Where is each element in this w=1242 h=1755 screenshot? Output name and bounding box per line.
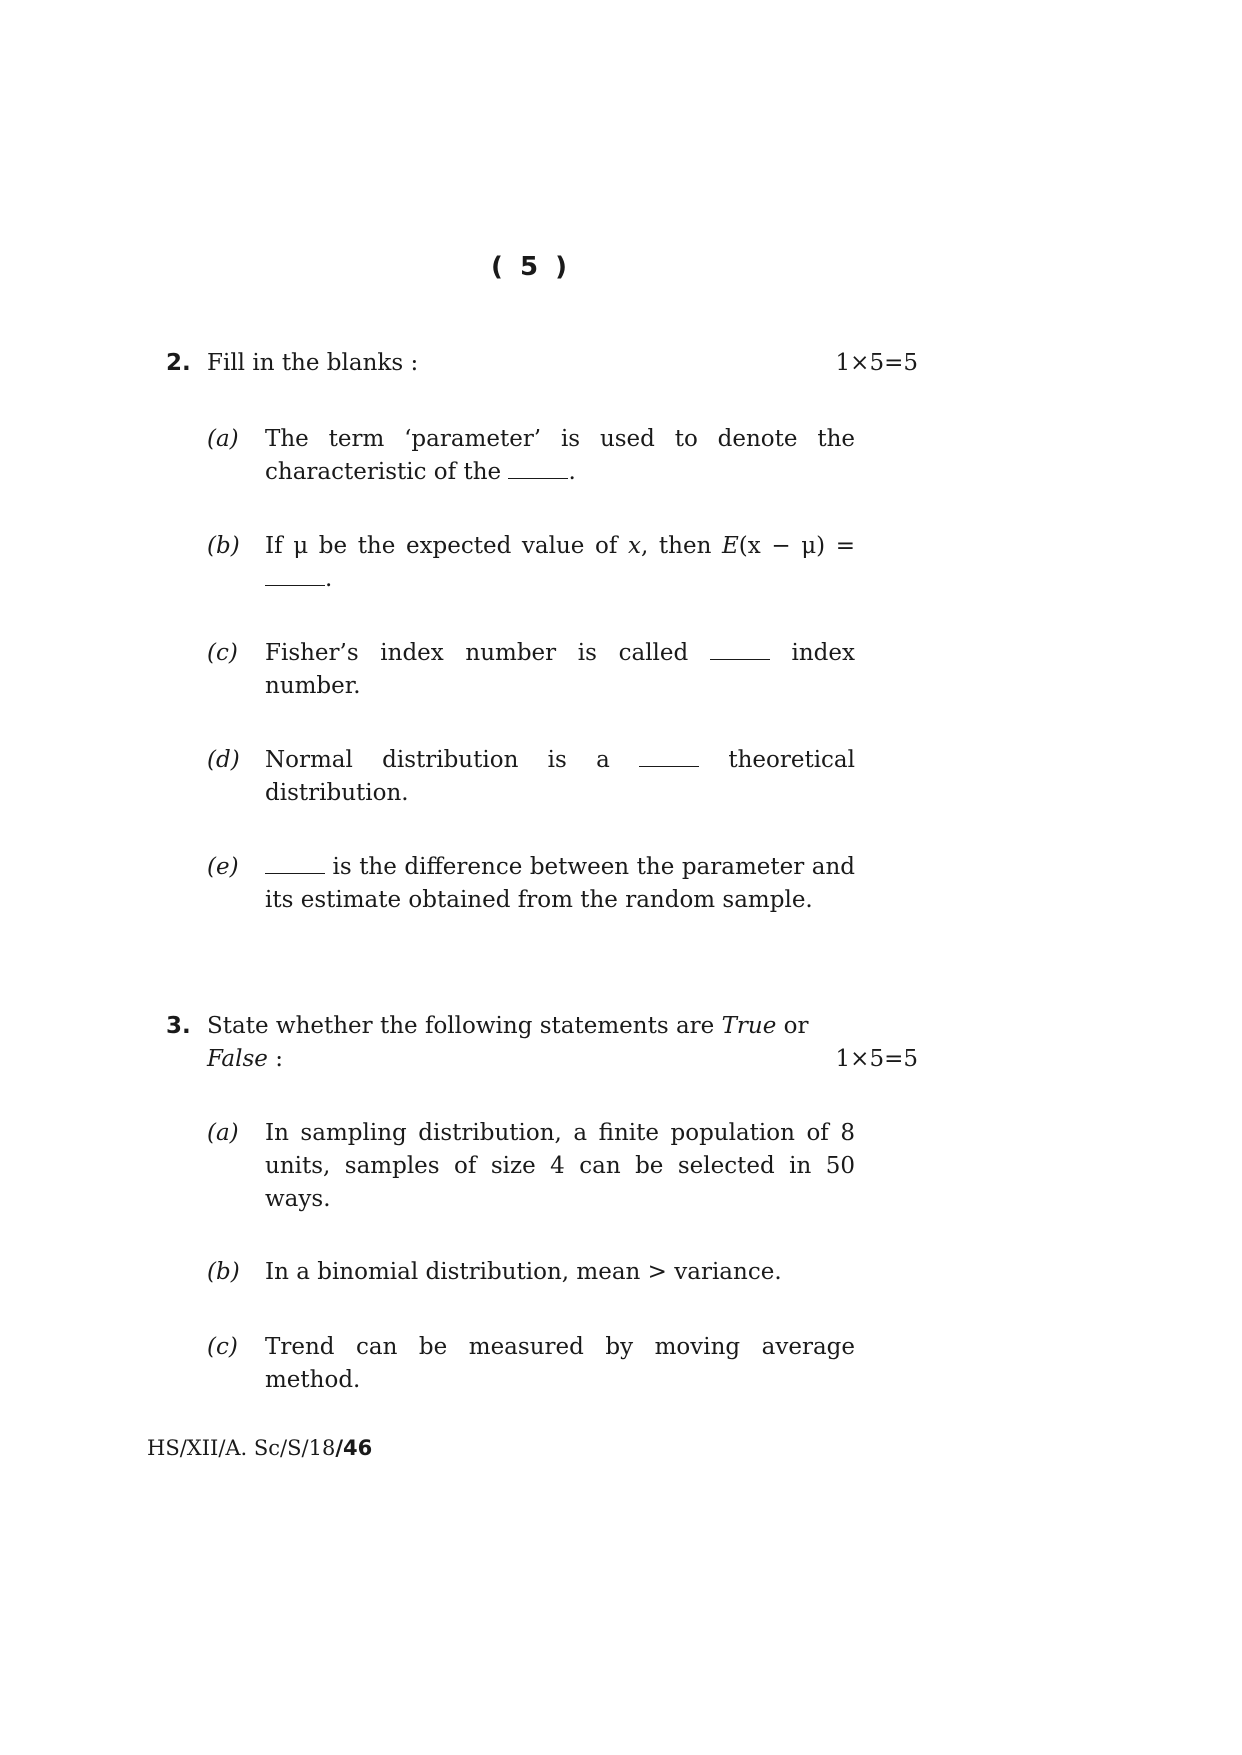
question-instruction: State whether the following statements are True or False : <box>207 1013 809 1072</box>
item-label: (b) <box>207 533 240 559</box>
item-text: The term ‘parameter’ is used to denote the characteristic of the . <box>265 426 855 485</box>
item-label: (a) <box>207 426 239 452</box>
item-text: If μ be the expected value of x, then E(x − μ) = . <box>265 533 855 592</box>
page-number: ( 5 ) <box>491 252 571 282</box>
page-number-value: 5 <box>519 252 543 282</box>
answer-blank <box>508 458 568 479</box>
paper-code-number: /46 <box>335 1436 373 1460</box>
item-label: (a) <box>207 1120 239 1146</box>
marks-allocation: 1×5=5 <box>835 350 918 376</box>
item-label: (e) <box>207 854 239 880</box>
question-3b <box>207 1256 855 1289</box>
question-3a <box>207 1117 855 1216</box>
question-2-heading <box>166 347 918 380</box>
item-label: (d) <box>207 747 240 773</box>
item-label: (b) <box>207 1259 240 1285</box>
answer-blank <box>265 853 325 874</box>
question-number: 2. <box>166 350 191 376</box>
question-2c <box>207 637 855 703</box>
item-label: (c) <box>207 1334 238 1360</box>
question-2e <box>207 851 855 917</box>
question-2b <box>207 530 855 596</box>
item-text: In a binomial distribution, mean > variance. <box>265 1259 782 1285</box>
question-3-heading <box>166 1010 918 1076</box>
marks-allocation: 1×5=5 <box>835 1046 918 1072</box>
paper-code: HS/XII/A. Sc/S/18 <box>147 1436 336 1460</box>
item-text: In sampling distribution, a finite population of 8 units, samples of size 4 can be selected in 50 ways. <box>265 1120 855 1212</box>
question-3c <box>207 1331 855 1397</box>
answer-blank <box>639 746 699 767</box>
answer-blank <box>265 565 325 586</box>
item-text: is the difference between the parameter and its estimate obtained from the random sample. <box>265 854 855 913</box>
answer-blank <box>710 639 770 660</box>
item-text: Fisher’s index number is called index number. <box>265 640 855 699</box>
item-label: (c) <box>207 640 238 666</box>
question-2d <box>207 744 855 810</box>
paper-code-footer <box>147 1436 372 1460</box>
question-instruction: Fill in the blanks : <box>207 350 419 376</box>
item-text: Normal distribution is a theoretical distribution. <box>265 747 855 806</box>
question-number: 3. <box>166 1013 191 1039</box>
item-text: Trend can be measured by moving average method. <box>265 1334 855 1393</box>
question-2a <box>207 423 855 489</box>
